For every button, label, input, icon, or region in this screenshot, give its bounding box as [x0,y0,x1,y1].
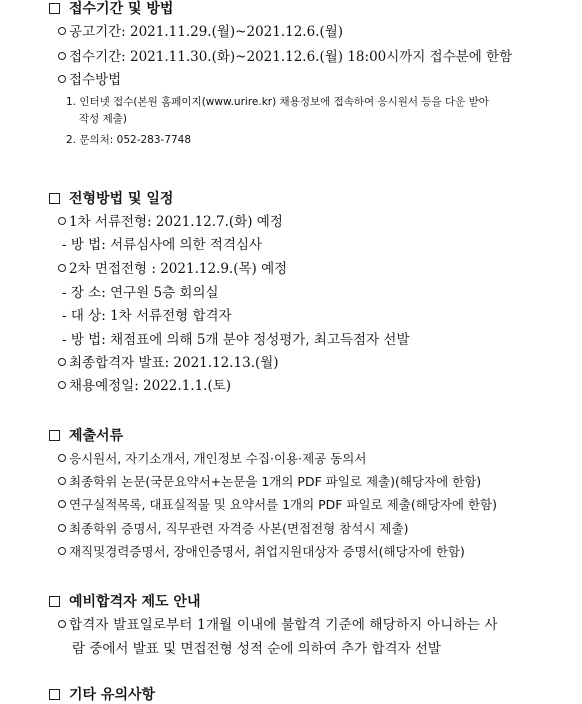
circle-bullet-icon [58,500,66,508]
list-item [58,354,279,372]
list-item-text: 최종합격자 발표: 2021.12.13.(월) [69,355,279,371]
list-item [58,543,465,561]
list-item-text: 응시원서, 자기소개서, 개인정보 수집·이용·제공 동의서 [69,451,367,466]
list-subitem: - 대 상: 1차 서류전형 합격자 [62,308,232,324]
list-item-continuation: 람 중에서 발표 및 면접전형 성적 순에 의하여 추가 합격자 선발 [72,641,441,657]
section-title: 제출서류 [69,428,124,444]
list-item-text: 채용예정일: 2022.1.1.(토) [69,378,232,394]
list-item [58,23,343,41]
list-item [58,496,497,514]
list-item [58,450,366,468]
list-item-text: 연구실적목록, 대표실적물 및 요약서를 1개의 PDF 파일로 제출(해당자에 한함) [69,497,497,512]
list-item [58,520,408,538]
circle-bullet-icon [58,358,66,366]
circle-bullet-icon [58,381,66,389]
circle-bullet-icon [58,620,66,628]
sublist-item: 작성 제출) [79,113,128,125]
section-heading-application [49,0,173,18]
circle-bullet-icon [58,524,66,532]
list-item-text: 1차 서류전형: 2021.12.7.(화) 예정 [69,214,283,230]
list-item [58,377,231,395]
section-heading-notes [49,686,155,704]
list-item [58,260,287,278]
list-item [58,48,512,66]
circle-bullet-icon [58,52,66,60]
circle-bullet-icon [58,217,66,225]
list-subitem: - 방 법: 채점표에 의해 5개 분야 정성평가, 최고득점자 선발 [62,332,410,348]
list-item-text: 접수기간: 2021.11.30.(화)~2021.12.6.(월) 18:00시까지 접수분에 한함 [69,49,513,65]
checkbox-square-icon [49,3,60,14]
checkbox-square-icon [49,430,60,441]
section-title: 기타 유의사항 [69,687,156,703]
list-item-text: 최종학위 증명서, 직무관련 자격증 사본(면접전형 참석시 제출) [69,521,409,536]
list-subitem: - 방 법: 서류심사에 의한 적격심사 [62,237,263,253]
circle-bullet-icon [58,27,66,35]
list-item [58,71,121,89]
list-item [58,473,481,491]
list-item-text: 최종학위 논문(국문요약서+논문을 1개의 PDF 파일로 제출)(해당자에 한함) [69,474,482,489]
checkbox-square-icon [49,596,60,607]
circle-bullet-icon [58,477,66,485]
sublist-item: 2. 문의처: 052-283-7748 [66,134,192,146]
section-heading-reserve [49,593,200,611]
list-subitem: - 장 소: 연구원 5층 회의실 [62,285,219,301]
list-item-text: 공고기간: 2021.11.29.(월)~2021.12.6.(월) [69,24,344,40]
list-item-text: 접수방법 [69,72,122,88]
list-item-text: 2차 면접전형 : 2021.12.9.(목) 예정 [69,261,288,277]
list-item [58,213,283,231]
circle-bullet-icon [58,547,66,555]
list-item-text: 재직및경력증명서, 장애인증명서, 취업지원대상자 증명서(해당자에 한함) [69,544,465,559]
circle-bullet-icon [58,454,66,462]
section-title: 예비합격자 제도 안내 [69,594,201,610]
section-title: 전형방법 및 일정 [69,191,174,207]
section-heading-documents [49,427,123,445]
circle-bullet-icon [58,264,66,272]
list-item-text: 합격자 발표일로부터 1개월 이내에 불합격 기준에 해당하지 아니하는 사 [69,617,498,633]
checkbox-square-icon [49,689,60,700]
section-title: 접수기간 및 방법 [69,1,174,17]
circle-bullet-icon [58,75,66,83]
checkbox-square-icon [49,193,60,204]
list-item [58,616,498,634]
sublist-item: 1. 인터넷 접수(본원 홈페이지(www.urire.kr) 채용정보에 접속하여 응시원서 등을 다운 받아 [66,96,489,108]
section-heading-schedule [49,190,173,208]
